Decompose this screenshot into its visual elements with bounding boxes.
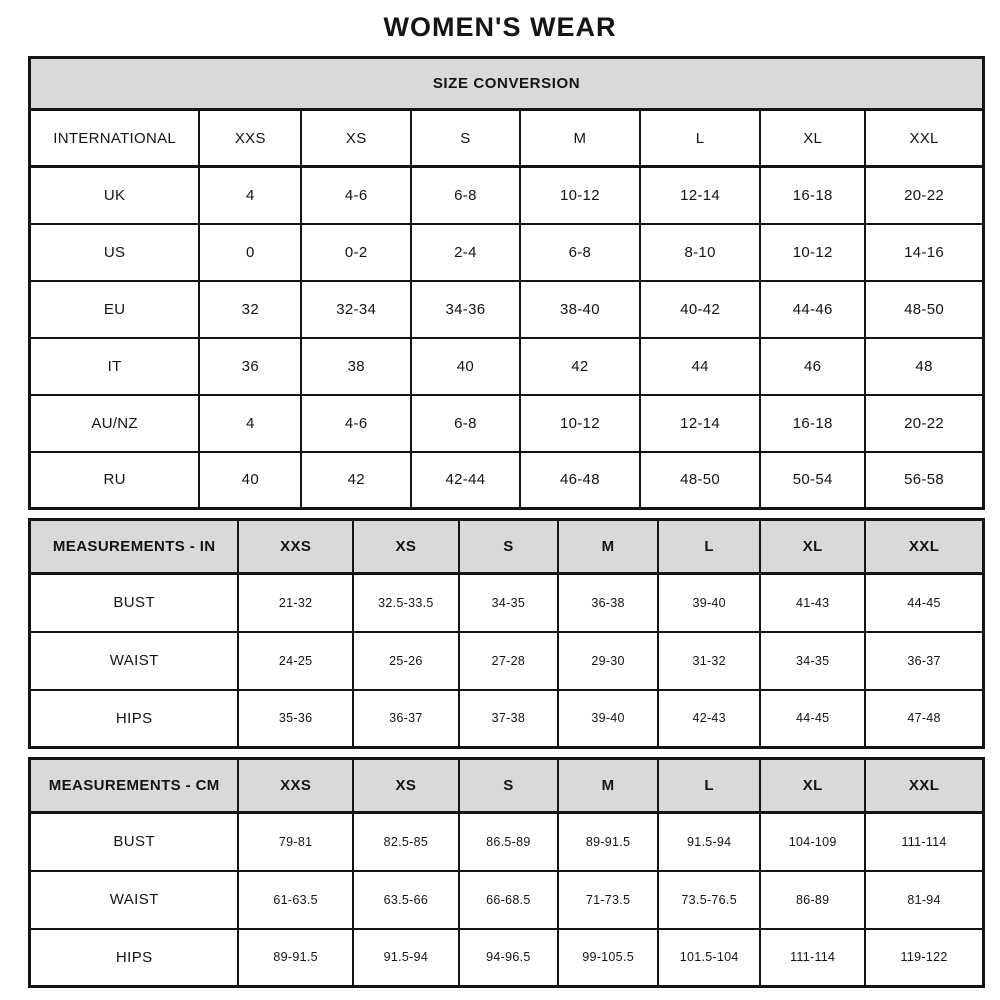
table-cell: 42-44 xyxy=(411,452,520,509)
table-cell: 32 xyxy=(199,281,301,338)
row-label: BUST xyxy=(30,574,239,632)
table-cell: 40 xyxy=(199,452,301,509)
column-header: S xyxy=(459,759,558,813)
column-header: M xyxy=(520,110,640,167)
measurements-cm-title: MEASUREMENTS - CM xyxy=(30,759,239,813)
table-cell: 36-38 xyxy=(558,574,658,632)
column-header: INTERNATIONAL xyxy=(30,110,200,167)
column-header: M xyxy=(558,759,658,813)
table-cell: 44-46 xyxy=(760,281,865,338)
row-label: BUST xyxy=(30,813,239,871)
table-cell: 39-40 xyxy=(658,574,760,632)
size-conversion-table xyxy=(28,56,985,510)
table-cell: 104-109 xyxy=(760,813,865,871)
row-label: EU xyxy=(30,281,200,338)
row-label: RU xyxy=(30,452,200,509)
table-row-aunz xyxy=(30,395,984,452)
table-cell: 20-22 xyxy=(865,395,983,452)
table-cell: 63.5-66 xyxy=(353,871,459,929)
column-header: M xyxy=(558,520,658,574)
column-header: L xyxy=(658,759,760,813)
table-cell: 86.5-89 xyxy=(459,813,558,871)
table-cell: 37-38 xyxy=(459,690,558,748)
table-cell: 4-6 xyxy=(301,167,411,224)
column-header: XL xyxy=(760,759,865,813)
row-label: HIPS xyxy=(30,929,239,987)
table-row-ru xyxy=(30,452,984,509)
column-header: XXS xyxy=(199,110,301,167)
column-header: XXS xyxy=(238,520,352,574)
table-cell: 32-34 xyxy=(301,281,411,338)
table-cell: 36-37 xyxy=(865,632,983,690)
row-label: WAIST xyxy=(30,871,239,929)
table-cell: 101.5-104 xyxy=(658,929,760,987)
column-header: XXL xyxy=(865,520,983,574)
row-label: HIPS xyxy=(30,690,239,748)
table-cell: 82.5-85 xyxy=(353,813,459,871)
table-cell: 42-43 xyxy=(658,690,760,748)
table-cell: 0-2 xyxy=(301,224,411,281)
column-header: XL xyxy=(760,520,865,574)
column-header-row xyxy=(30,759,984,813)
column-header: XS xyxy=(353,759,459,813)
table-cell: 81-94 xyxy=(865,871,983,929)
row-label: IT xyxy=(30,338,200,395)
column-header: XL xyxy=(760,110,865,167)
table-cell: 40 xyxy=(411,338,520,395)
table-cell: 86-89 xyxy=(760,871,865,929)
table-cell: 41-43 xyxy=(760,574,865,632)
table-cell: 79-81 xyxy=(238,813,352,871)
table-cell: 10-12 xyxy=(760,224,865,281)
table-cell: 6-8 xyxy=(520,224,640,281)
column-header: L xyxy=(640,110,760,167)
row-label: US xyxy=(30,224,200,281)
table-cell: 12-14 xyxy=(640,395,760,452)
table-cell: 16-18 xyxy=(760,167,865,224)
table-cell: 34-36 xyxy=(411,281,520,338)
table-cell: 73.5-76.5 xyxy=(658,871,760,929)
table-cell: 10-12 xyxy=(520,395,640,452)
column-header: L xyxy=(658,520,760,574)
table-cell: 91.5-94 xyxy=(353,929,459,987)
row-label: UK xyxy=(30,167,200,224)
table-cell: 89-91.5 xyxy=(558,813,658,871)
table-row-uk xyxy=(30,167,984,224)
table-cell: 44-45 xyxy=(760,690,865,748)
table-cell: 42 xyxy=(301,452,411,509)
table-row-hips xyxy=(30,690,984,748)
table-cell: 44-45 xyxy=(865,574,983,632)
table-cell: 25-26 xyxy=(353,632,459,690)
table-cell: 6-8 xyxy=(411,167,520,224)
size-conversion-title: SIZE CONVERSION xyxy=(30,58,984,110)
table-cell: 39-40 xyxy=(558,690,658,748)
table-row-eu xyxy=(30,281,984,338)
table-cell: 111-114 xyxy=(760,929,865,987)
column-header: S xyxy=(459,520,558,574)
table-cell: 6-8 xyxy=(411,395,520,452)
table-cell: 21-32 xyxy=(238,574,352,632)
table-cell: 36 xyxy=(199,338,301,395)
table-row-bust xyxy=(30,813,984,871)
row-label: AU/NZ xyxy=(30,395,200,452)
table-cell: 91.5-94 xyxy=(658,813,760,871)
table-cell: 94-96.5 xyxy=(459,929,558,987)
table-cell: 10-12 xyxy=(520,167,640,224)
table-cell: 38 xyxy=(301,338,411,395)
table-cell: 24-25 xyxy=(238,632,352,690)
table-cell: 20-22 xyxy=(865,167,983,224)
table-cell: 29-30 xyxy=(558,632,658,690)
table-cell: 48-50 xyxy=(640,452,760,509)
table-cell: 36-37 xyxy=(353,690,459,748)
table-cell: 2-4 xyxy=(411,224,520,281)
table-cell: 32.5-33.5 xyxy=(353,574,459,632)
column-header-row xyxy=(30,110,984,167)
table-cell: 4 xyxy=(199,395,301,452)
table-cell: 34-35 xyxy=(459,574,558,632)
table-cell: 31-32 xyxy=(658,632,760,690)
table-cell: 111-114 xyxy=(865,813,983,871)
table-cell: 46-48 xyxy=(520,452,640,509)
table-cell: 40-42 xyxy=(640,281,760,338)
column-header: XXL xyxy=(865,759,983,813)
table-cell: 4-6 xyxy=(301,395,411,452)
table-cell: 50-54 xyxy=(760,452,865,509)
table-cell: 99-105.5 xyxy=(558,929,658,987)
column-header: XXS xyxy=(238,759,352,813)
table-cell: 89-91.5 xyxy=(238,929,352,987)
table-cell: 14-16 xyxy=(865,224,983,281)
table-row-waist xyxy=(30,871,984,929)
measurements-in-title: MEASUREMENTS - IN xyxy=(30,520,239,574)
table-cell: 27-28 xyxy=(459,632,558,690)
table-cell: 16-18 xyxy=(760,395,865,452)
table-cell: 66-68.5 xyxy=(459,871,558,929)
column-header: XXL xyxy=(865,110,983,167)
table-row-bust xyxy=(30,574,984,632)
table-cell: 38-40 xyxy=(520,281,640,338)
table-cell: 56-58 xyxy=(865,452,983,509)
table-cell: 119-122 xyxy=(865,929,983,987)
row-label: WAIST xyxy=(30,632,239,690)
table-row-hips xyxy=(30,929,984,987)
table-cell: 61-63.5 xyxy=(238,871,352,929)
table-cell: 34-35 xyxy=(760,632,865,690)
column-header: S xyxy=(411,110,520,167)
table-row-us xyxy=(30,224,984,281)
column-header: XS xyxy=(301,110,411,167)
measurements-cm-table xyxy=(28,757,985,988)
table-cell: 4 xyxy=(199,167,301,224)
table-cell: 12-14 xyxy=(640,167,760,224)
table-cell: 48-50 xyxy=(865,281,983,338)
table-cell: 48 xyxy=(865,338,983,395)
table-cell: 71-73.5 xyxy=(558,871,658,929)
column-header-row xyxy=(30,520,984,574)
column-header: XS xyxy=(353,520,459,574)
table-cell: 0 xyxy=(199,224,301,281)
table-cell: 47-48 xyxy=(865,690,983,748)
table-cell: 42 xyxy=(520,338,640,395)
table-row-it xyxy=(30,338,984,395)
table-cell: 8-10 xyxy=(640,224,760,281)
table-row-waist xyxy=(30,632,984,690)
table-band-row xyxy=(30,58,984,110)
table-cell: 46 xyxy=(760,338,865,395)
table-cell: 44 xyxy=(640,338,760,395)
page-title: WOMEN'S WEAR xyxy=(383,12,617,42)
measurements-in-table xyxy=(28,518,985,749)
table-cell: 35-36 xyxy=(238,690,352,748)
